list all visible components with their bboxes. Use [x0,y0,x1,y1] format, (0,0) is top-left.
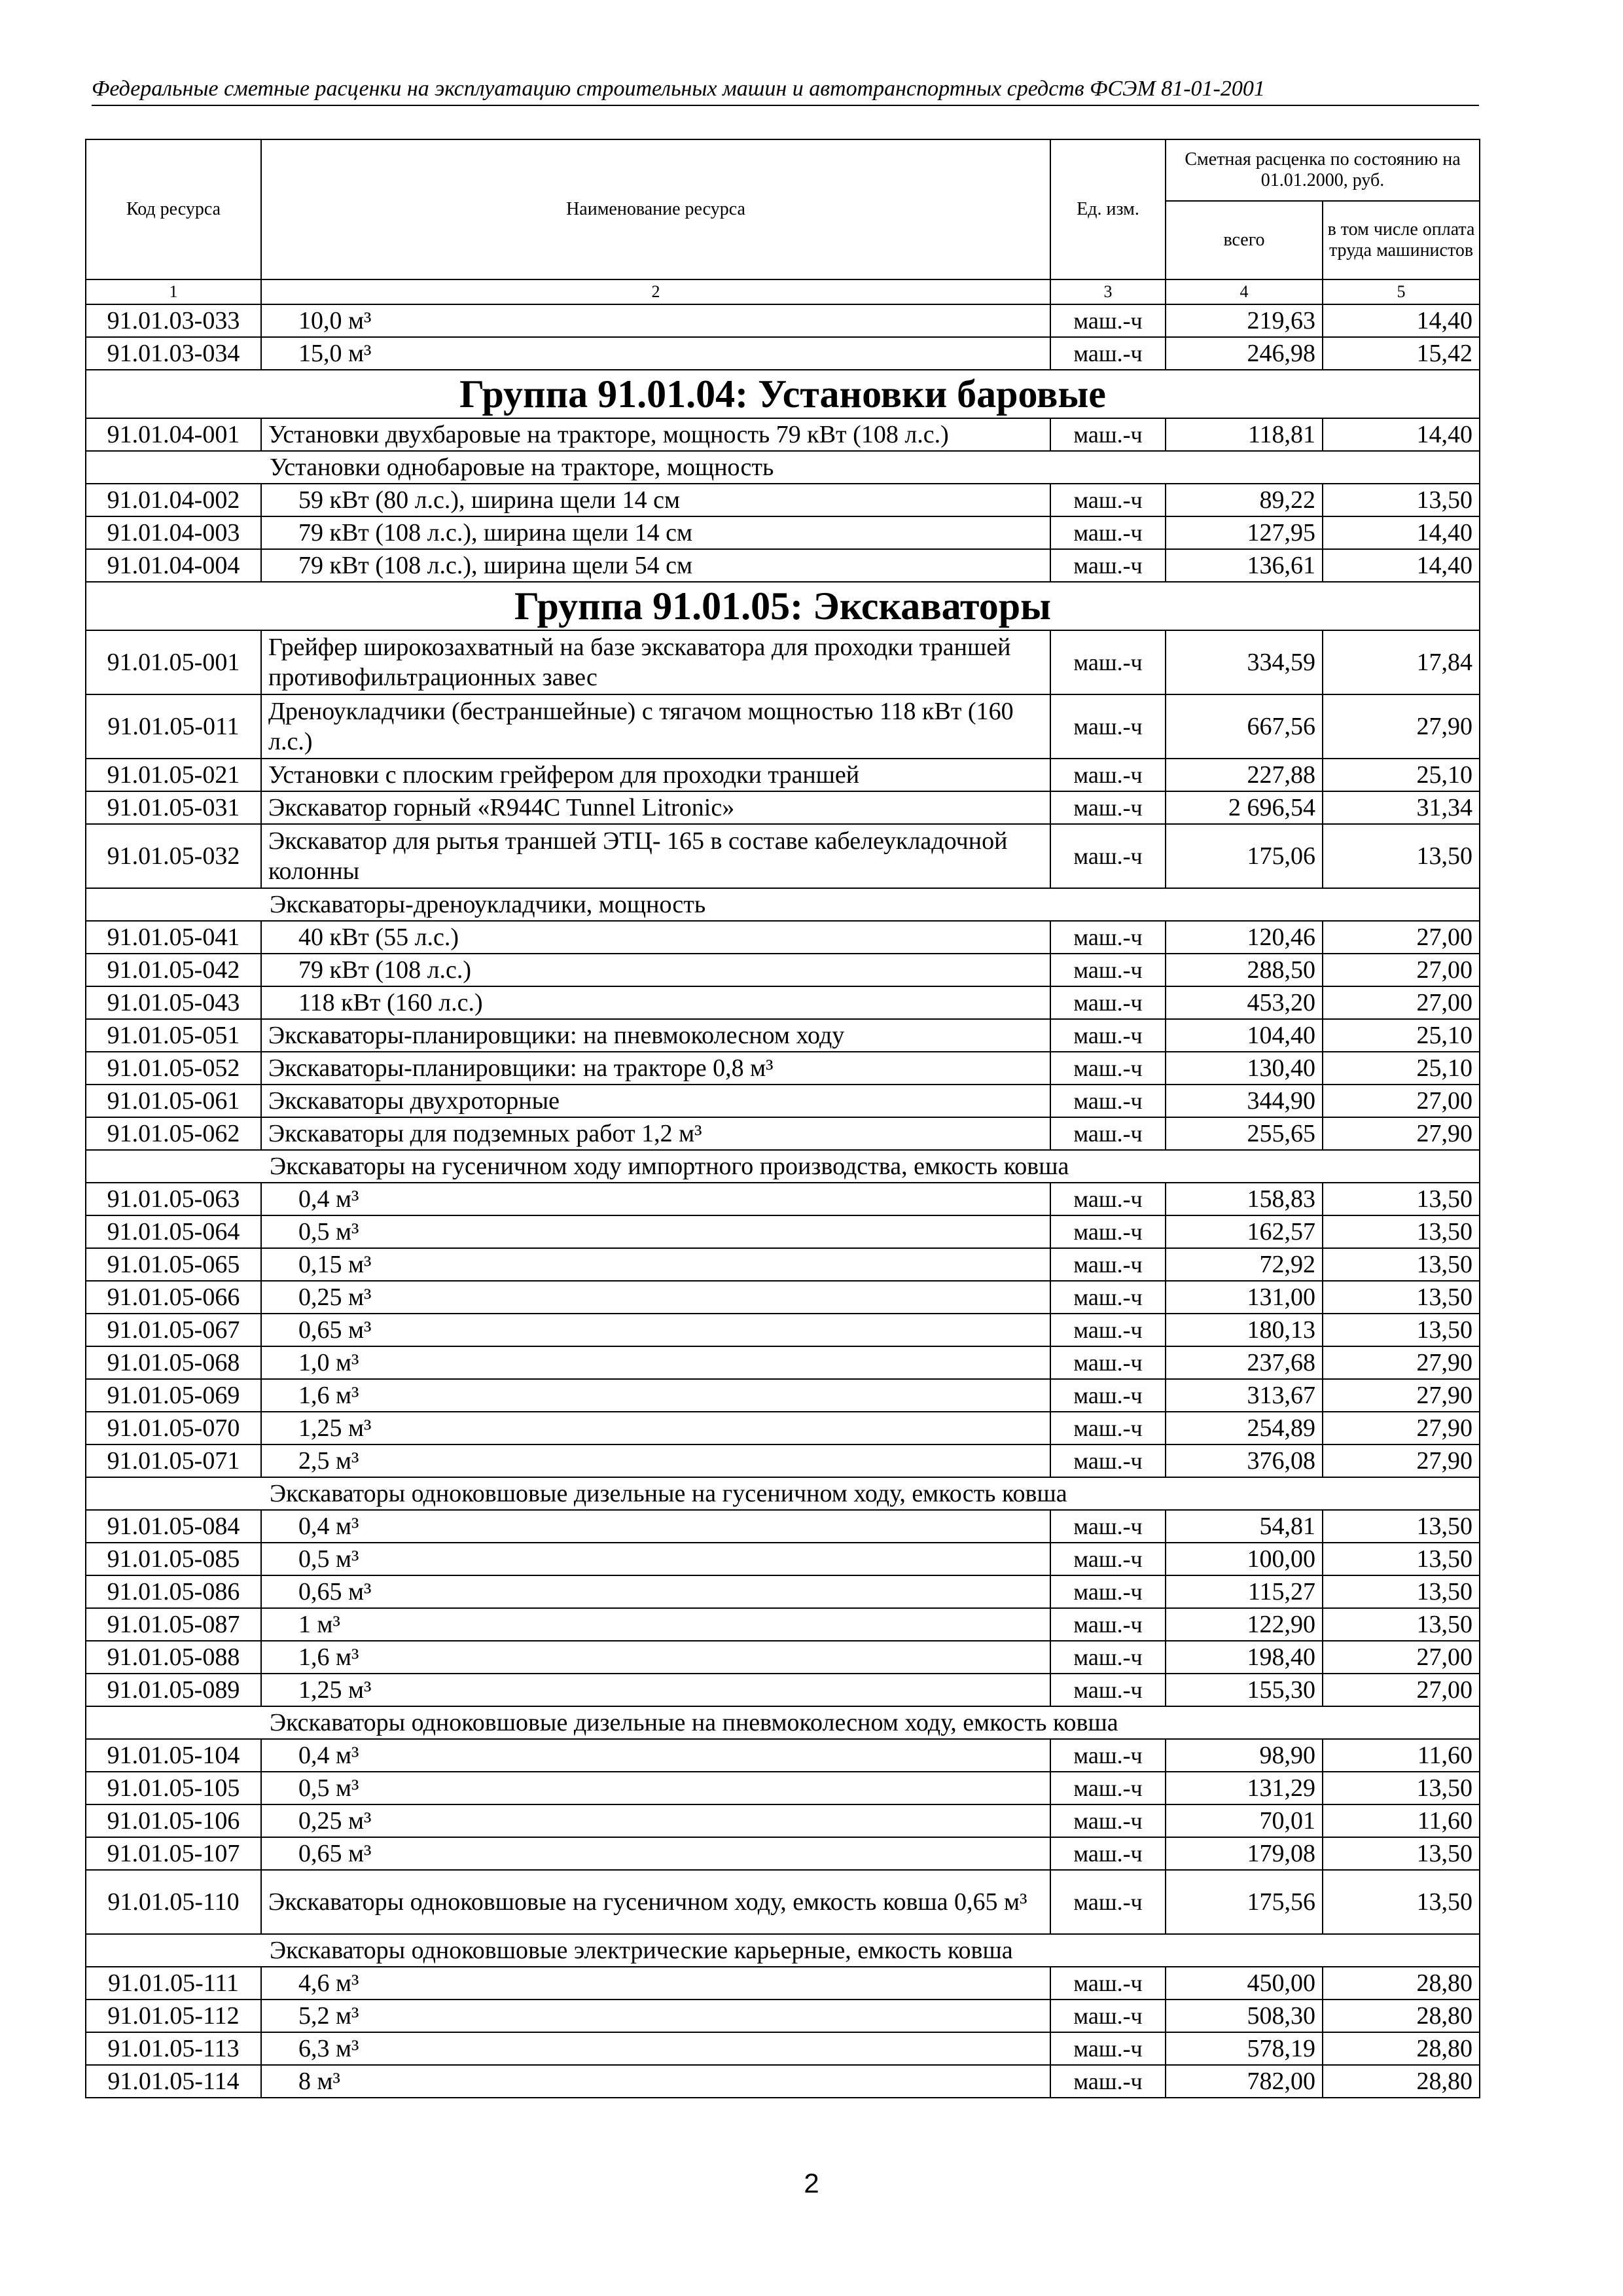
table-row [86,1281,1480,1314]
page-number: 2 [804,2168,819,2198]
subgroup-heading-row [86,1477,1480,1510]
resource-unit: маш.-ч [1050,630,1166,694]
table-row [86,1510,1480,1543]
group-heading: Группа 91.01.05: Экскаваторы [86,582,1480,630]
resource-code: 91.01.05-105 [86,1772,261,1804]
table-row [86,484,1480,516]
resource-name: 0,4 м³ [261,1510,1050,1543]
resource-unit: маш.-ч [1050,1248,1166,1281]
resource-unit: маш.-ч [1050,1412,1166,1444]
col-header-labor: в том числе оплата труда машинистов [1323,201,1480,279]
price-total: 246,98 [1166,337,1323,370]
price-labor: 25,10 [1323,759,1480,791]
resource-name: 6,3 м³ [261,2032,1050,2065]
price-labor: 27,90 [1323,1117,1480,1150]
resource-unit: маш.-ч [1050,1772,1166,1804]
price-labor: 13,50 [1323,1837,1480,1870]
resource-code: 91.01.04-004 [86,549,261,582]
resource-code: 91.01.05-088 [86,1641,261,1674]
group-heading: Группа 91.01.04: Установки баровые [86,370,1480,418]
price-total: 175,06 [1166,824,1323,888]
price-total: 334,59 [1166,630,1323,694]
col-number: 5 [1323,279,1480,304]
price-total: 667,56 [1166,694,1323,759]
resource-table [85,139,1480,2098]
price-total: 254,89 [1166,1412,1323,1444]
table-row [86,1543,1480,1575]
price-total: 89,22 [1166,484,1323,516]
resource-name: 118 кВт (160 л.с.) [261,986,1050,1019]
price-total: 578,19 [1166,2032,1323,2065]
resource-code: 91.01.05-089 [86,1674,261,1706]
group-heading-row [86,582,1480,630]
resource-unit: маш.-ч [1050,1804,1166,1837]
table-row [86,1379,1480,1412]
resource-code: 91.01.05-070 [86,1412,261,1444]
price-total: 237,68 [1166,1346,1323,1379]
price-labor: 25,10 [1323,1019,1480,1052]
resource-name: 40 кВт (55 л.с.) [261,921,1050,954]
price-labor: 14,40 [1323,549,1480,582]
price-total: 313,67 [1166,1379,1323,1412]
subgroup-heading-row [86,451,1480,484]
price-labor: 13,50 [1323,1510,1480,1543]
price-total: 288,50 [1166,954,1323,986]
table-row [86,1085,1480,1117]
price-total: 376,08 [1166,1444,1323,1477]
price-labor: 27,90 [1323,1412,1480,1444]
resource-unit: маш.-ч [1050,791,1166,824]
resource-code: 91.01.05-032 [86,824,261,888]
price-labor: 13,50 [1323,1314,1480,1346]
table-row [86,954,1480,986]
running-header: Федеральные сметные расценки на эксплуатацию строительных машин и автотранспортных средств ФСЭМ 81-01-2001 [92,77,1265,101]
table-row [86,1641,1480,1674]
price-total: 453,20 [1166,986,1323,1019]
table-row [86,791,1480,824]
col-number: 2 [261,279,1050,304]
subgroup-heading: Установки однобаровые на тракторе, мощность [86,451,1480,484]
table-row [86,2065,1480,2098]
price-total: 155,30 [1166,1674,1323,1706]
resource-code: 91.01.04-003 [86,516,261,549]
col-header-code: Код ресурса [86,139,261,279]
resource-name: 15,0 м³ [261,337,1050,370]
resource-code: 91.01.05-052 [86,1052,261,1085]
resource-code: 91.01.03-033 [86,304,261,337]
price-labor: 11,60 [1323,1804,1480,1837]
price-total: 122,90 [1166,1608,1323,1641]
resource-code: 91.01.05-064 [86,1215,261,1248]
resource-unit: маш.-ч [1050,954,1166,986]
table-row [86,1967,1480,2000]
resource-name: 8 м³ [261,2065,1050,2098]
price-total: 227,88 [1166,759,1323,791]
table-row [86,1870,1480,1934]
resource-unit: маш.-ч [1050,2065,1166,2098]
resource-unit: маш.-ч [1050,921,1166,954]
resource-name: Дреноукладчики (бестраншейные) с тягачом мощностью 118 кВт (160 л.с.) [261,694,1050,759]
price-total: 180,13 [1166,1314,1323,1346]
price-total: 120,46 [1166,921,1323,954]
resource-name: 5,2 м³ [261,2000,1050,2032]
table-row [86,1215,1480,1248]
resource-code: 91.01.05-069 [86,1379,261,1412]
resource-name: Экскаваторы-планировщики: на тракторе 0,8 м³ [261,1052,1050,1085]
table-row [86,1183,1480,1215]
price-total: 130,40 [1166,1052,1323,1085]
subgroup-heading: Экскаваторы-дреноукладчики, мощность [86,888,1480,921]
resource-name: 0,15 м³ [261,1248,1050,1281]
resource-code: 91.01.05-068 [86,1346,261,1379]
resource-code: 91.01.05-104 [86,1739,261,1772]
price-labor: 27,00 [1323,921,1480,954]
price-labor: 13,50 [1323,824,1480,888]
price-total: 54,81 [1166,1510,1323,1543]
price-labor: 27,90 [1323,1346,1480,1379]
resource-name: 1,6 м³ [261,1379,1050,1412]
price-total: 131,00 [1166,1281,1323,1314]
resource-unit: маш.-ч [1050,759,1166,791]
price-labor: 31,34 [1323,791,1480,824]
price-labor: 27,90 [1323,1379,1480,1412]
resource-code: 91.01.05-086 [86,1575,261,1608]
resource-code: 91.01.05-112 [86,2000,261,2032]
table-row [86,1346,1480,1379]
resource-code: 91.01.05-106 [86,1804,261,1837]
table-body [86,304,1480,2098]
resource-name: 0,65 м³ [261,1837,1050,1870]
resource-unit: маш.-ч [1050,1870,1166,1934]
subgroup-heading: Экскаваторы одноковшовые дизельные на пневмоколесном ходу, емкость ковша [86,1706,1480,1739]
resource-unit: маш.-ч [1050,1674,1166,1706]
subgroup-heading-row [86,1150,1480,1183]
resource-code: 91.01.05-021 [86,759,261,791]
resource-unit: маш.-ч [1050,1215,1166,1248]
col-number: 3 [1050,279,1166,304]
resource-name: Экскаваторы для подземных работ 1,2 м³ [261,1117,1050,1150]
col-header-name: Наименование ресурса [261,139,1050,279]
resource-name: 10,0 м³ [261,304,1050,337]
price-labor: 27,00 [1323,1674,1480,1706]
col-header-price-group: Сметная расценка по состоянию на 01.01.2000, руб. [1166,139,1480,201]
table-row [86,337,1480,370]
price-total: 162,57 [1166,1215,1323,1248]
resource-unit: маш.-ч [1050,1052,1166,1085]
resource-unit: маш.-ч [1050,304,1166,337]
resource-unit: маш.-ч [1050,1379,1166,1412]
resource-unit: маш.-ч [1050,337,1166,370]
subgroup-heading-row [86,1706,1480,1739]
price-labor: 27,00 [1323,1085,1480,1117]
subgroup-heading-row [86,1934,1480,1967]
table-row [86,549,1480,582]
subgroup-heading-row [86,888,1480,921]
resource-name: 1,0 м³ [261,1346,1050,1379]
price-labor: 14,40 [1323,418,1480,451]
resource-name: 0,65 м³ [261,1575,1050,1608]
price-total: 179,08 [1166,1837,1323,1870]
price-labor: 13,50 [1323,1608,1480,1641]
price-total: 219,63 [1166,304,1323,337]
price-total: 450,00 [1166,1967,1323,2000]
price-labor: 14,40 [1323,304,1480,337]
table-row [86,304,1480,337]
table-row [86,1314,1480,1346]
resource-name: 0,4 м³ [261,1739,1050,1772]
table-row [86,2032,1480,2065]
price-labor: 28,80 [1323,2032,1480,2065]
resource-name: 1,25 м³ [261,1412,1050,1444]
resource-name: Экскаватор горный «R944C Tunnel Litronic» [261,791,1050,824]
price-total: 127,95 [1166,516,1323,549]
resource-unit: маш.-ч [1050,1314,1166,1346]
price-labor: 13,50 [1323,1183,1480,1215]
resource-code: 91.01.04-001 [86,418,261,451]
table-row [86,1739,1480,1772]
price-labor: 27,90 [1323,1444,1480,1477]
price-labor: 27,00 [1323,986,1480,1019]
table-row [86,1117,1480,1150]
price-labor: 27,90 [1323,694,1480,759]
col-number: 1 [86,279,261,304]
group-heading-row [86,370,1480,418]
resource-name: 0,65 м³ [261,1314,1050,1346]
price-labor: 27,00 [1323,1641,1480,1674]
price-labor: 15,42 [1323,337,1480,370]
resource-code: 91.01.05-114 [86,2065,261,2098]
resource-code: 91.01.04-002 [86,484,261,516]
table-row [86,1837,1480,1870]
price-total: 100,00 [1166,1543,1323,1575]
resource-unit: маш.-ч [1050,1543,1166,1575]
resource-unit: маш.-ч [1050,1510,1166,1543]
price-labor: 13,50 [1323,484,1480,516]
resource-code: 91.01.05-066 [86,1281,261,1314]
table-row [86,824,1480,888]
price-labor: 13,50 [1323,1543,1480,1575]
price-total: 2 696,54 [1166,791,1323,824]
resource-unit: маш.-ч [1050,484,1166,516]
resource-name: Экскаватор для рытья траншей ЭТЦ- 165 в составе кабелеукладочной колонны [261,824,1050,888]
table-row [86,1804,1480,1837]
resource-code: 91.01.05-062 [86,1117,261,1150]
price-total: 158,83 [1166,1183,1323,1215]
resource-code: 91.01.05-061 [86,1085,261,1117]
resource-unit: маш.-ч [1050,1281,1166,1314]
resource-name: 0,5 м³ [261,1772,1050,1804]
price-total: 782,00 [1166,2065,1323,2098]
resource-code: 91.01.05-067 [86,1314,261,1346]
table-row [86,1772,1480,1804]
resource-unit: маш.-ч [1050,694,1166,759]
resource-code: 91.01.03-034 [86,337,261,370]
resource-name: 0,25 м³ [261,1804,1050,1837]
resource-unit: маш.-ч [1050,1575,1166,1608]
price-total: 136,61 [1166,549,1323,582]
resource-code: 91.01.05-110 [86,1870,261,1934]
resource-code: 91.01.05-084 [86,1510,261,1543]
price-labor: 13,50 [1323,1870,1480,1934]
price-total: 255,65 [1166,1117,1323,1150]
table-row [86,630,1480,694]
col-header-total: всего [1166,201,1323,279]
resource-code: 91.01.05-085 [86,1543,261,1575]
resource-name: Установки двухбаровые на тракторе, мощность 79 кВт (108 л.с.) [261,418,1050,451]
resource-unit: маш.-ч [1050,1739,1166,1772]
table-row [86,1412,1480,1444]
resource-code: 91.01.05-087 [86,1608,261,1641]
header-rule [92,105,1479,106]
resource-unit: маш.-ч [1050,1837,1166,1870]
price-labor: 13,50 [1323,1575,1480,1608]
table-row [86,759,1480,791]
resource-name: 2,5 м³ [261,1444,1050,1477]
price-total: 198,40 [1166,1641,1323,1674]
resource-unit: маш.-ч [1050,986,1166,1019]
resource-unit: маш.-ч [1050,1346,1166,1379]
price-total: 175,56 [1166,1870,1323,1934]
resource-name: 79 кВт (108 л.с.), ширина щели 14 см [261,516,1050,549]
resource-unit: маш.-ч [1050,1641,1166,1674]
price-labor: 28,80 [1323,2000,1480,2032]
resource-unit: маш.-ч [1050,1608,1166,1641]
resource-code: 91.01.05-031 [86,791,261,824]
price-total: 115,27 [1166,1575,1323,1608]
table-row [86,694,1480,759]
resource-unit: маш.-ч [1050,1967,1166,2000]
resource-code: 91.01.05-065 [86,1248,261,1281]
resource-unit: маш.-ч [1050,2032,1166,2065]
resource-code: 91.01.05-107 [86,1837,261,1870]
resource-name: 59 кВт (80 л.с.), ширина щели 14 см [261,484,1050,516]
resource-code: 91.01.05-071 [86,1444,261,1477]
price-labor: 25,10 [1323,1052,1480,1085]
price-total: 508,30 [1166,2000,1323,2032]
resource-name: Грейфер широкозахватный на базе экскаватора для проходки траншей противофильтрационных завес [261,630,1050,694]
resource-code: 91.01.05-111 [86,1967,261,2000]
price-labor: 13,50 [1323,1215,1480,1248]
table-row [86,986,1480,1019]
table-row [86,1019,1480,1052]
table-row [86,2000,1480,2032]
resource-code: 91.01.05-113 [86,2032,261,2065]
resource-name: 0,5 м³ [261,1543,1050,1575]
table-row [86,921,1480,954]
price-total: 70,01 [1166,1804,1323,1837]
price-labor: 11,60 [1323,1739,1480,1772]
price-total: 104,40 [1166,1019,1323,1052]
resource-unit: маш.-ч [1050,1183,1166,1215]
price-labor: 13,50 [1323,1281,1480,1314]
resource-code: 91.01.05-041 [86,921,261,954]
resource-name: Экскаваторы-планировщики: на пневмоколесном ходу [261,1019,1050,1052]
resource-name: 1 м³ [261,1608,1050,1641]
resource-name: 0,5 м³ [261,1215,1050,1248]
resource-name: 79 кВт (108 л.с.), ширина щели 54 см [261,549,1050,582]
resource-unit: маш.-ч [1050,1444,1166,1477]
col-number: 4 [1166,279,1323,304]
price-labor: 27,00 [1323,954,1480,986]
resource-unit: маш.-ч [1050,516,1166,549]
subgroup-heading: Экскаваторы одноковшовые электрические карьерные, емкость ковша [86,1934,1480,1967]
price-labor: 28,80 [1323,1967,1480,2000]
resource-code: 91.01.05-001 [86,630,261,694]
price-total: 344,90 [1166,1085,1323,1117]
table-row [86,1052,1480,1085]
price-labor: 28,80 [1323,2065,1480,2098]
resource-unit: маш.-ч [1050,1085,1166,1117]
resource-code: 91.01.05-042 [86,954,261,986]
table-row [86,418,1480,451]
table-row [86,1608,1480,1641]
resource-name: 1,25 м³ [261,1674,1050,1706]
subgroup-heading: Экскаваторы одноковшовые дизельные на гусеничном ходу, емкость ковша [86,1477,1480,1510]
resource-unit: маш.-ч [1050,824,1166,888]
price-total: 118,81 [1166,418,1323,451]
subgroup-heading: Экскаваторы на гусеничном ходу импортного производства, емкость ковша [86,1150,1480,1183]
price-total: 72,92 [1166,1248,1323,1281]
col-header-unit: Ед. изм. [1050,139,1166,279]
resource-code: 91.01.05-011 [86,694,261,759]
resource-unit: маш.-ч [1050,2000,1166,2032]
table-row [86,516,1480,549]
resource-name: Экскаваторы одноковшовые на гусеничном ходу, емкость ковша 0,65 м³ [261,1870,1050,1934]
resource-name: 0,4 м³ [261,1183,1050,1215]
table-header [86,139,1480,304]
resource-name: 1,6 м³ [261,1641,1050,1674]
price-labor: 13,50 [1323,1248,1480,1281]
resource-unit: маш.-ч [1050,1019,1166,1052]
resource-name: Экскаваторы двухроторные [261,1085,1050,1117]
table-row [86,1674,1480,1706]
table-row [86,1444,1480,1477]
resource-unit: маш.-ч [1050,418,1166,451]
table-row [86,1248,1480,1281]
resource-code: 91.01.05-043 [86,986,261,1019]
price-total: 131,29 [1166,1772,1323,1804]
price-labor: 17,84 [1323,630,1480,694]
column-numbers-row [86,279,1480,304]
resource-name: 0,25 м³ [261,1281,1050,1314]
table-row [86,1575,1480,1608]
price-labor: 13,50 [1323,1772,1480,1804]
resource-code: 91.01.05-063 [86,1183,261,1215]
resource-name: 79 кВт (108 л.с.) [261,954,1050,986]
price-labor: 14,40 [1323,516,1480,549]
resource-code: 91.01.05-051 [86,1019,261,1052]
resource-unit: маш.-ч [1050,1117,1166,1150]
price-total: 98,90 [1166,1739,1323,1772]
resource-name: Установки с плоским грейфером для проходки траншей [261,759,1050,791]
resource-unit: маш.-ч [1050,549,1166,582]
resource-name: 4,6 м³ [261,1967,1050,2000]
